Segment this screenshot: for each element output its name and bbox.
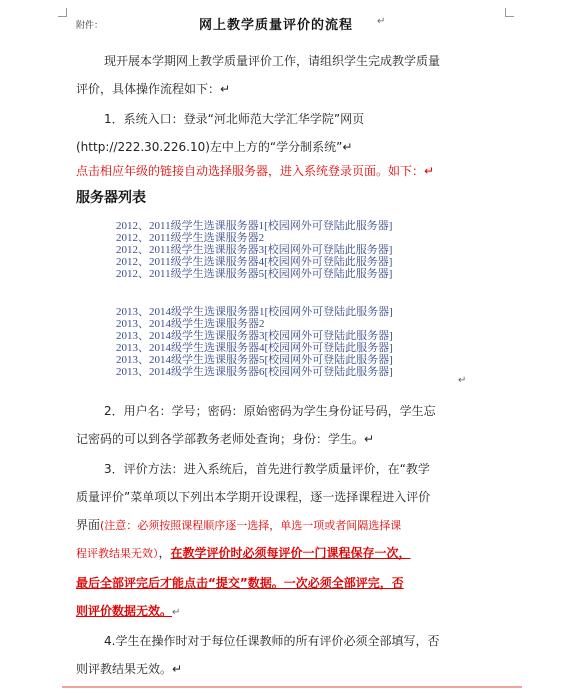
server-link[interactable]: 2012、2011级学生选课服务器1[校园网外可登陆此服务器]: [116, 220, 393, 232]
step3-warning-note: (注意：必须按照课程顺序逐一选择，单选一项或者间隔选择课: [100, 519, 402, 532]
server-list-heading: 服务器列表: [76, 190, 146, 206]
step3-line-6: [76, 602, 180, 619]
step3-line-1: 3．评价方法：进入系统后，首先进行教学质量评价，在“教学: [104, 462, 430, 476]
server-link[interactable]: 2012、2011级学生选课服务器4[校园网外可登陆此服务器]: [116, 256, 393, 268]
step3-comma: ，: [158, 546, 171, 560]
step1-line-1: 1．系统入口：登录“河北师范大学汇华学院”网页: [104, 112, 365, 126]
step4-line-2: 则评教结果无效。↵: [76, 662, 183, 676]
step1-red-instruction: 点击相应年级的链接自动选择服务器，进入系统登录页面。如下：↵: [76, 164, 435, 178]
server-link[interactable]: 2013、2014级学生选课服务器5[校园网外可登陆此服务器]: [116, 354, 393, 366]
server-link[interactable]: 2013、2014级学生选课服务器3[校园网外可登陆此服务器]: [116, 330, 393, 342]
server-link[interactable]: 2012、2011级学生选课服务器5[校园网外可登陆此服务器]: [116, 268, 393, 280]
paragraph-mark: ↵: [172, 607, 181, 618]
server-link[interactable]: 2012、2011级学生选课服务器2: [116, 232, 265, 244]
step3-submit-requirement: 最后全部评完后才能点击“提交”数据。一次必须全部评完，否: [76, 576, 404, 590]
paragraph-mark: ↵: [377, 16, 386, 27]
server-list-group-2: [116, 306, 393, 378]
step3-line-3: [76, 516, 401, 533]
step2-line-2: 记密码的可以到各学部教务老师处查询；身份：学生。↵: [76, 432, 375, 446]
intro-line-2: 评价，具体操作流程如下：↵: [76, 82, 231, 96]
step1-line-2: (http://222.30.226.10)左中上方的“学分制系统”↵: [76, 140, 353, 154]
step3-warning-note-end: 程评教结果无效）: [76, 547, 159, 560]
intro-line-1: 现开展本学期网上教学质量评价工作，请组织学生完成教学质量: [104, 54, 441, 68]
attachment-label: 附件：: [76, 21, 104, 31]
server-list-group-1: [116, 220, 392, 280]
server-link[interactable]: 2012、2011级学生选课服务器3[校园网外可登陆此服务器]: [116, 244, 393, 256]
step4-line-1: 4.学生在操作时对于每位任课教师的所有评价必须全部填写，否: [104, 634, 440, 648]
server-link[interactable]: 2013、2014级学生选课服务器1[校园网外可登陆此服务器]: [116, 306, 393, 318]
step3-save-requirement: 在教学评价时必须每评价一门课程保存一次，: [170, 546, 411, 560]
step3-text: 界面: [76, 518, 101, 532]
server-link[interactable]: 2013、2014级学生选课服务器2: [116, 318, 265, 330]
page-bottom-divider: [62, 686, 522, 688]
step3-line-4: [76, 544, 411, 561]
server-link[interactable]: 2013、2014级学生选课服务器4[校园网外可登陆此服务器]: [116, 342, 393, 354]
step2-line-1: 2．用户名：学号；密码：原始密码为学生身份证号码，学生忘: [104, 404, 436, 418]
corner-mark-top-right: [505, 8, 514, 17]
corner-mark-top-left: [58, 8, 67, 17]
server-link[interactable]: 2013、2014级学生选课服务器6[校园网外可登陆此服务器]: [116, 366, 393, 378]
step3-line-2: 质量评价”菜单项以下列出本学期开设课程，逐一选择课程进入评价: [76, 490, 431, 504]
page-title: 网上教学质量评价的流程: [199, 18, 354, 33]
paragraph-mark: ↵: [458, 375, 467, 386]
step3-invalid-note: 则评价数据无效。: [76, 604, 173, 618]
